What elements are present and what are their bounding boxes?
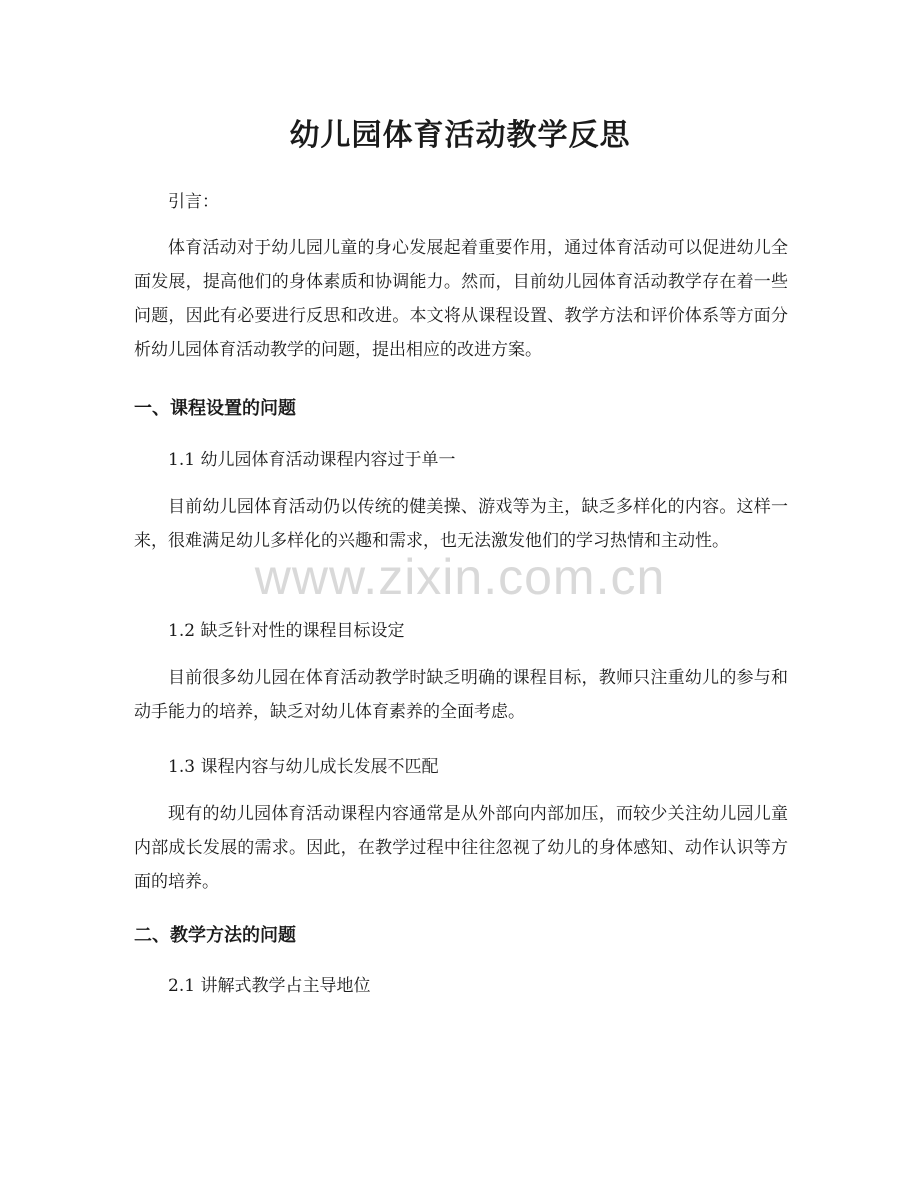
subsection-1-1-body: 目前幼儿园体育活动仍以传统的健美操、游戏等为主，缺乏多样化的内容。这样一来，很难满足幼儿多样化的兴趣和需求，也无法激发他们的学习热情和主动性。: [134, 497, 788, 551]
subsection-1-3-body: 现有的幼儿园体育活动课程内容通常是从外部向内部加压，而较少关注幼儿园儿童内部成长发展的需求。因此，在教学过程中往往忽视了幼儿的身体感知、动作认识等方面的培养。: [134, 804, 788, 892]
section-2-heading: 二、教学方法的问题: [134, 925, 296, 946]
subsection-2-1-title: 2.1 讲解式教学占主导地位: [168, 976, 371, 996]
intro-label: 引言：: [168, 192, 219, 212]
subsection-1-1-title: 1.1 幼儿园体育活动课程内容过于单一: [168, 450, 456, 470]
intro-paragraph: 体育活动对于幼儿园儿童的身心发展起着重要作用，通过体育活动可以促进幼儿全面发展，提高他们的身体素质和协调能力。然而，目前幼儿园体育活动教学存在着一些问题，因此有必要进行反思和改进。本文将从课程设置、教学方法和评价体系等方面分析幼儿园体育活动教学的问题，提出相应的改进方案。: [134, 238, 788, 360]
subsection-1-3-title: 1.3 课程内容与幼儿成长发展不匹配: [168, 757, 439, 777]
document-title: 幼儿园体育活动教学反思: [289, 118, 631, 153]
subsection-1-2-body: 目前很多幼儿园在体育活动教学时缺乏明确的课程目标，教师只注重幼儿的参与和动手能力的培养，缺乏对幼儿体育素养的全面考虑。: [134, 668, 788, 722]
subsection-1-2-title: 1.2 缺乏针对性的课程目标设定: [168, 621, 405, 641]
watermark: www.zixin.com.cn: [254, 549, 666, 605]
section-1-heading: 一、课程设置的问题: [134, 398, 296, 419]
